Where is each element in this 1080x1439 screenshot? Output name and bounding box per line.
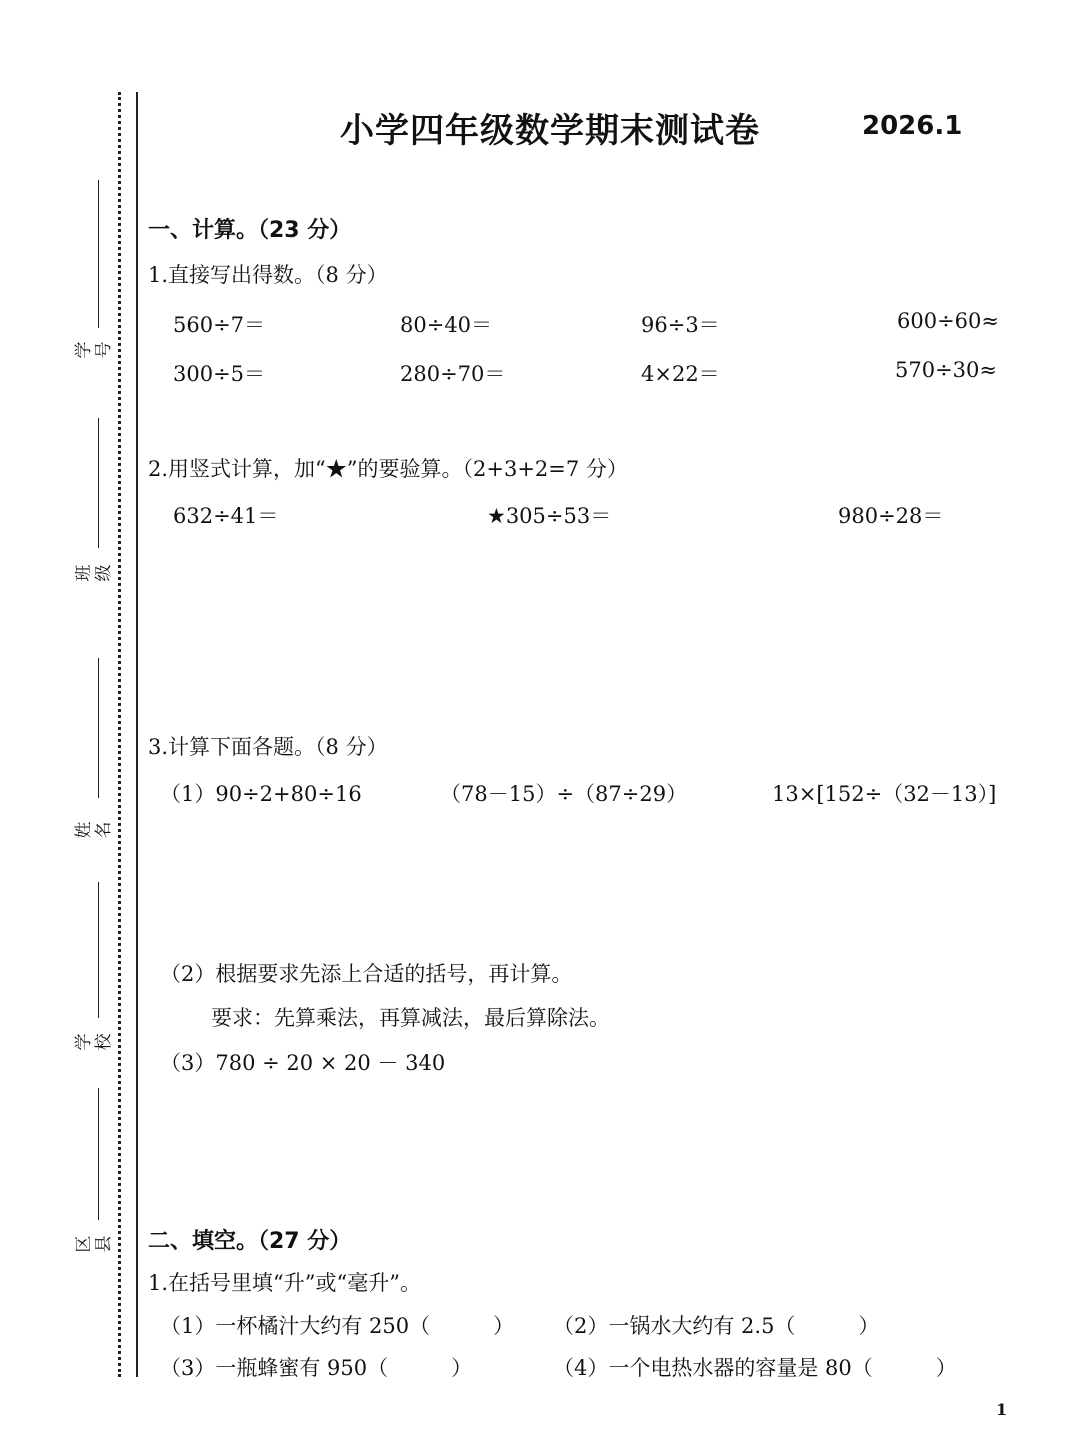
student-id-rule (98, 180, 99, 328)
exam-date: 2026.1 (862, 111, 963, 141)
q1-item: 300÷5＝ (173, 362, 266, 386)
binding-solid-line (136, 92, 138, 1377)
q1-item: 4×22＝ (641, 362, 720, 386)
s2-q1-prompt: 1.在括号里填“升”或“毫升”。 (148, 1271, 421, 1295)
q3-item: （1）90÷2+80÷16 (160, 782, 362, 806)
school-rule (98, 882, 99, 1018)
class-label: 班级 (74, 564, 114, 582)
q2-item: ★305÷53＝ (487, 504, 612, 528)
district-field[interactable] (74, 1088, 114, 1288)
q3-part3: （3）780 ÷ 20 × 20 － 340 (160, 1051, 446, 1075)
q2-item: 632÷41＝ (173, 504, 279, 528)
q2-item: 980÷28＝ (838, 504, 944, 528)
name-label: 姓名 (74, 821, 114, 839)
class-rule (98, 418, 99, 548)
s2-q1-item: （4）一个电热水器的容量是 80（ ） (553, 1356, 957, 1380)
s2-q1-item: （3）一瓶蜂蜜有 950（ ） (160, 1356, 473, 1380)
school-label: 学校 (74, 1033, 114, 1051)
q3-prompt: 3.计算下面各题。（8 分） (148, 735, 388, 759)
district-label: 区县 (74, 1235, 114, 1253)
binding-dotted-line (118, 92, 121, 1377)
q1-item: 570÷30≈ (895, 358, 997, 382)
class-field[interactable] (74, 418, 114, 618)
page-number: 1 (996, 1400, 1008, 1419)
s2-q1-item: （1）一杯橘汁大约有 250（ ） (160, 1314, 515, 1338)
student-id-label: 学号 (74, 341, 114, 359)
name-field[interactable] (74, 658, 114, 858)
q1-item: 600÷60≈ (897, 309, 999, 333)
q1-item: 80÷40＝ (400, 313, 493, 337)
school-field[interactable] (74, 882, 114, 1082)
q1-item: 96÷3＝ (641, 313, 720, 337)
q1-item: 280÷70＝ (400, 362, 506, 386)
q3-item: 13×[152÷（32－13）] (772, 782, 997, 806)
s2-q1-item: （2）一锅水大约有 2.5（ ） (553, 1314, 880, 1338)
q3-item: （78－15）÷（87÷29） (440, 782, 688, 806)
q3-part2-line2: 要求：先算乘法，再算减法，最后算除法。 (211, 1006, 610, 1030)
exam-title: 小学四年级数学期末测试卷 (340, 111, 760, 151)
student-id-field[interactable] (74, 180, 114, 380)
q2-prompt: 2.用竖式计算，加“★”的要验算。（2+3+2=7 分） (148, 457, 628, 481)
q1-item: 560÷7＝ (173, 313, 266, 337)
district-rule (98, 1088, 99, 1220)
q1-prompt: 1.直接写出得数。（8 分） (148, 263, 388, 287)
section1-heading: 一、计算。（23 分） (148, 218, 352, 243)
name-rule (98, 658, 99, 798)
section2-heading: 二、填空。（27 分） (148, 1229, 352, 1254)
q3-part2-line1: （2）根据要求先添上合适的括号，再计算。 (160, 962, 573, 986)
